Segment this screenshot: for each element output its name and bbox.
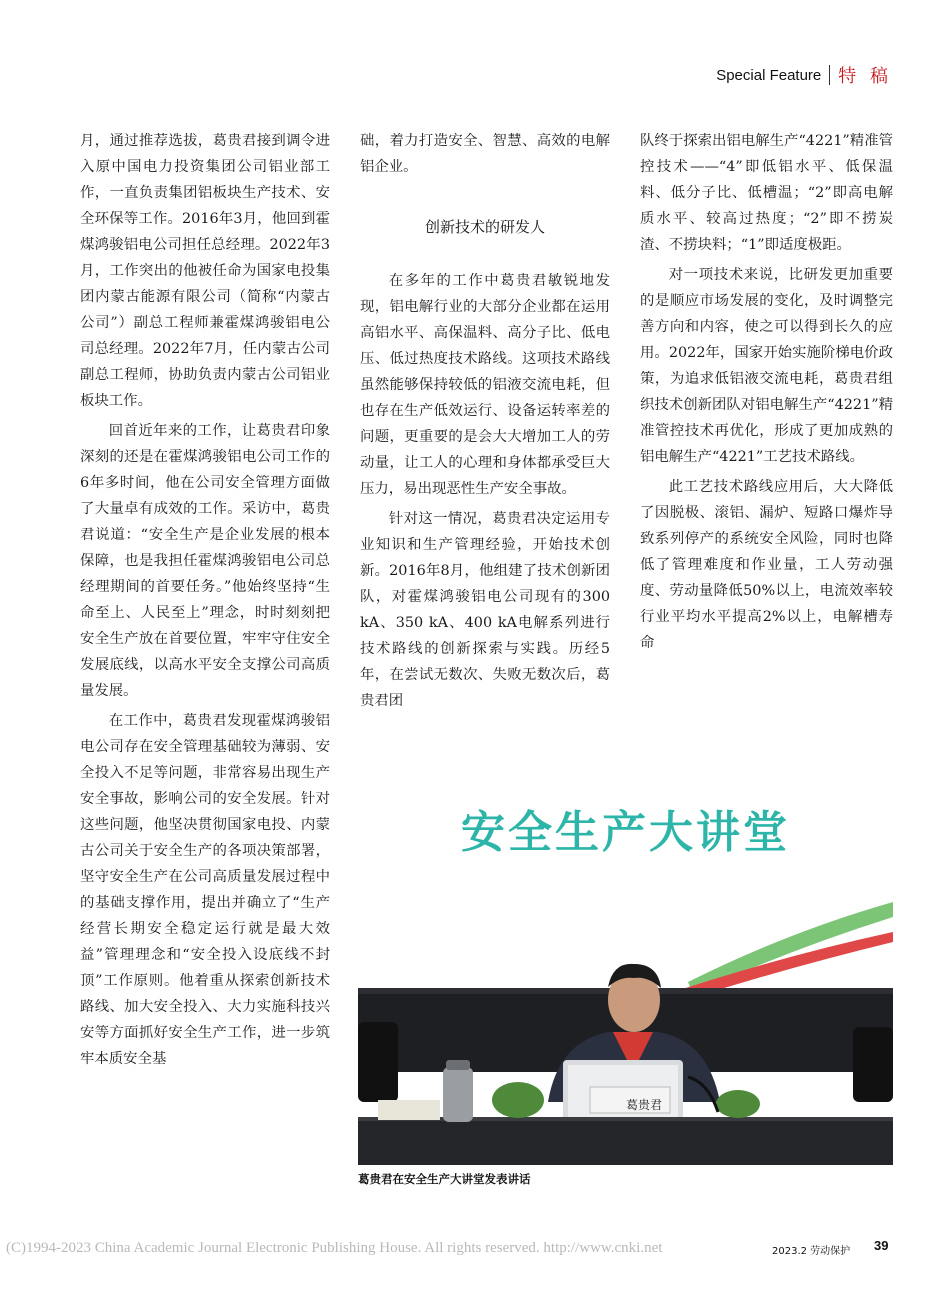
section-title-en: Special Feature: [716, 66, 822, 84]
page-footer: [0, 1240, 950, 1260]
issue-info: 2023.2 劳动保护: [772, 1246, 851, 1257]
page-number: 39: [874, 1238, 889, 1253]
paragraph: 对一项技术来说，比研发更加重要的是顺应市场发展的变化，及时调整完善方向和内容，使之可以得到长久的应用。2022年，国家开始实施阶梯电价政策，为追求低铝液交流电耗，葛贵君组织技术创新团队对铝电解生产“4221”精准管控技术再优化，形成了更加成熟的铝电解生产“4221”工艺技术路线。: [640, 267, 893, 465]
paragraph: 础，着力打造安全、智慧、高效的电解铝企业。: [360, 133, 610, 175]
paragraph: 在多年的工作中葛贵君敏锐地发现，铝电解行业的大部分企业都在运用高铝水平、高保温料、高分子比、低电压、低过热度技术路线。这项技术路线虽然能够保持较低的铝液交流电耗，但也存在生产低效运行、设备运转率差的问题，更重要的是会大大增加工人的劳动量，让工人的心理和身体都承受巨大压力，易出现恶性生产安全事故。: [360, 273, 610, 497]
photo-caption: 葛贵君在安全生产大讲堂发表讲话: [358, 1172, 531, 1186]
section-subheading: 创新技术的研发人: [424, 218, 545, 236]
paragraph: 月，通过推荐选拔，葛贵君接到调令进入原中国电力投资集团公司铝业部工作，一直负责集团铝板块生产技术、安全环保等工作。2016年3月，他回到霍煤鸿骏铝电公司担任总经理。2022年3月，工作突出的他被任命为国家电投集团内蒙古能源有限公司（简称“内蒙古公司”）副总工程师兼霍煤鸿骏铝电公司总经理。2022年7月，任内蒙古公司副总工程师，协助负责内蒙古公司铝业板块工作。: [80, 133, 330, 409]
paragraph: 队终于探索出铝电解生产“4221”精准管控技术——“4”即低铝水平、低保温料、低分子比、低槽温；“2”即高电解质水平、较高过热度；“2”即不捞炭渣、不捞块料；“1”即适度极距。: [640, 133, 893, 253]
text-column-1: [80, 128, 330, 1072]
section-title-zh: 特 稿: [838, 66, 892, 87]
nameplate-text: 葛贵君: [626, 1098, 663, 1112]
speaker-photo: [358, 782, 893, 1165]
banner-title: 安全生产大讲堂: [461, 807, 790, 858]
paragraph: 此工艺技术路线应用后，大大降低了因脱极、滚铝、漏炉、短路口爆炸导致系列停产的系统安全风险，同时也降低了管理难度和作业量，工人劳动强度、劳动量降低50%以上，电流效率较行业平均水平提高2%以上，电解槽寿命: [640, 479, 893, 651]
paragraph: 针对这一情况，葛贵君决定运用专业知识和生产管理经验，开始技术创新。2016年8月，他组建了技术创新团队，对霍煤鸿骏铝电公司现有的300 kA、350 kA、400 kA电解系列进行技术路线的创新探索与实践。历经5年，在尝试无数次、失败无数次后，葛贵君团: [360, 511, 610, 709]
paragraph: 回首近年来的工作，让葛贵君印象深刻的还是在霍煤鸿骏铝电公司工作的6年多时间，他在公司安全管理方面做了大量卓有成效的工作。采访中，葛贵君说道：“安全生产是企业发展的根本保障，也是我担任霍煤鸿骏铝电公司总经理期间的首要任务。”他始终坚持“生命至上、人民至上”理念，时时刻刻把安全生产放在首要位置，牢牢守住安全发展底线，以高水平安全支撑公司高质量发展。: [80, 423, 330, 699]
paragraph: 在工作中，葛贵君发现霍煤鸿骏铝电公司存在安全管理基础较为薄弱、安全投入不足等问题，非常容易出现生产安全事故，影响公司的安全发展。针对这些问题，他坚决贯彻国家电投、内蒙古公司关于安全生产的各项决策部署，坚守安全生产在公司高质量发展过程中的基础支撑作用，提出并确立了“生产经营长期安全稳定运行就是最大效益”管理理念和“安全投入设底线不封顶”工作原则。他着重从探索创新技术路线、加大安全投入、大力实施科技兴安等方面抓好安全生产工作，进一步筑牢本质安全基: [80, 713, 330, 1067]
header-divider: [829, 65, 830, 85]
text-column-2: [360, 128, 610, 714]
text-column-3: [640, 128, 893, 656]
section-header: [716, 62, 892, 88]
copyright-watermark: (C)1994-2023 China Academic Journal Electronic Publishing House. All rights reserved. http://www.cnki.net: [6, 1240, 663, 1256]
